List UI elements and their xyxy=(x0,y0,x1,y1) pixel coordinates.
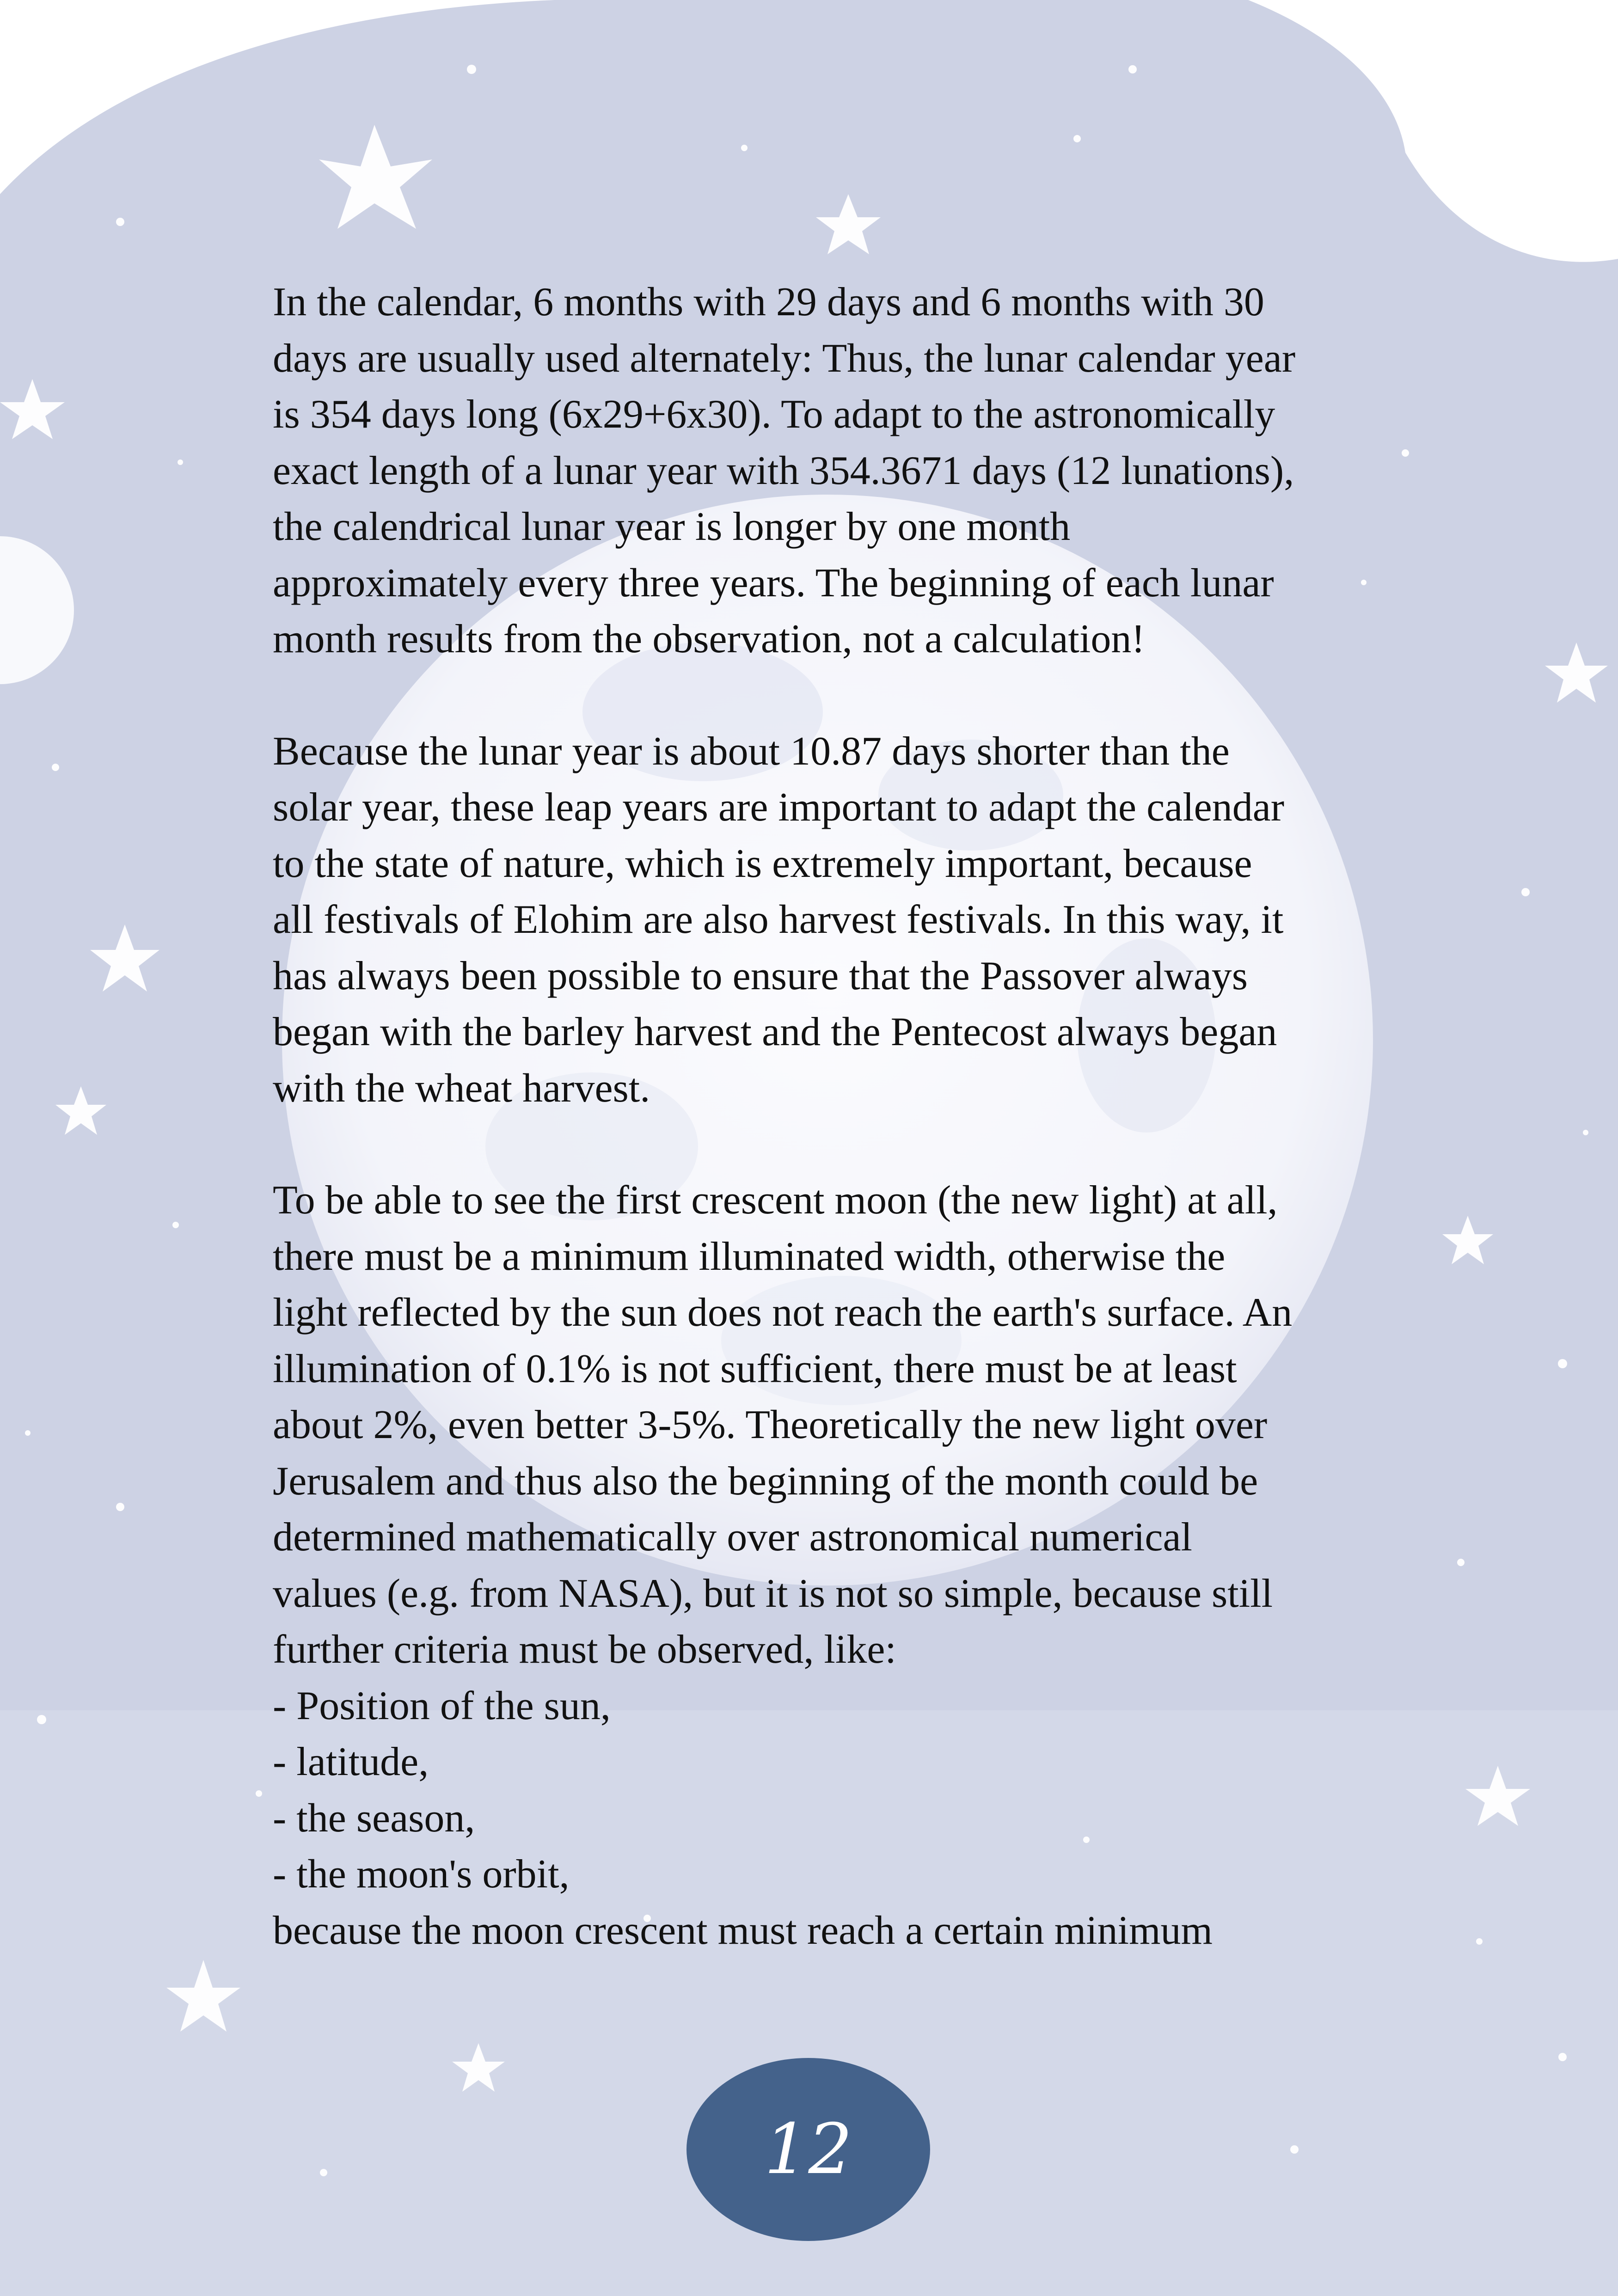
paragraph-1 xyxy=(273,274,1359,667)
text-line: the calendrical lunar year is longer by one month xyxy=(273,504,1071,549)
text-line: to the state of nature, which is extremely important, because xyxy=(273,841,1252,886)
text-line: all festivals of Elohim are also harvest festivals. In this way, it xyxy=(273,897,1284,942)
text-line: To be able to see the first crescent moon (the new light) at all, xyxy=(273,1178,1278,1223)
paragraph-3 xyxy=(273,1172,1359,1959)
text-line: there must be a minimum illuminated width, otherwise the xyxy=(273,1234,1226,1279)
text-line: with the wheat harvest. xyxy=(273,1065,650,1111)
text-line: month results from the observation, not a calculation! xyxy=(273,617,1145,661)
text-line: exact length of a lunar year with 354.3671 days (12 lunations), xyxy=(273,448,1294,493)
body-text xyxy=(273,274,1359,1959)
list-item: - latitude, xyxy=(273,1739,429,1784)
text-line: began with the barley harvest and the Pentecost always began xyxy=(273,1010,1277,1054)
text-line: further criteria must be observed, like: xyxy=(273,1627,896,1672)
text-line: In the calendar, 6 months with 29 days and 6 months with 30 xyxy=(273,280,1264,325)
text-line: light reflected by the sun does not reach the earth's surface. An xyxy=(273,1290,1293,1335)
page-number-badge xyxy=(686,2058,930,2241)
page-number: 12 xyxy=(764,2109,852,2190)
text-line: illumination of 0.1% is not sufficient, there must be at least xyxy=(273,1346,1237,1391)
text-line: values (e.g. from NASA), but it is not so simple, because still xyxy=(273,1571,1273,1616)
text-line: about 2%, even better 3-5%. Theoretically the new light over xyxy=(273,1402,1268,1447)
list-item: - the moon's orbit, xyxy=(273,1852,570,1897)
paragraph-2 xyxy=(273,723,1359,1117)
list-item: - the season, xyxy=(273,1795,475,1841)
list-item: - Position of the sun, xyxy=(273,1683,611,1728)
text-line: days are usually used alternately: Thus, the lunar calendar year xyxy=(273,336,1296,381)
text-line: solar year, these leap years are important to adapt the calendar xyxy=(273,785,1285,830)
text-line: Because the lunar year is about 10.87 days shorter than the xyxy=(273,729,1230,774)
text-line: has always been possible to ensure that the Passover always xyxy=(273,953,1248,998)
text-line: is 354 days long (6x29+6x30). To adapt to the astronomically xyxy=(273,392,1275,437)
text-line: approximately every three years. The beginning of each lunar xyxy=(273,560,1274,606)
text-line: determined mathematically over astronomical numerical xyxy=(273,1515,1192,1560)
text-line: because the moon crescent must reach a certain minimum xyxy=(273,1908,1213,1953)
text-line: Jerusalem and thus also the beginning of the month could be xyxy=(273,1458,1258,1504)
